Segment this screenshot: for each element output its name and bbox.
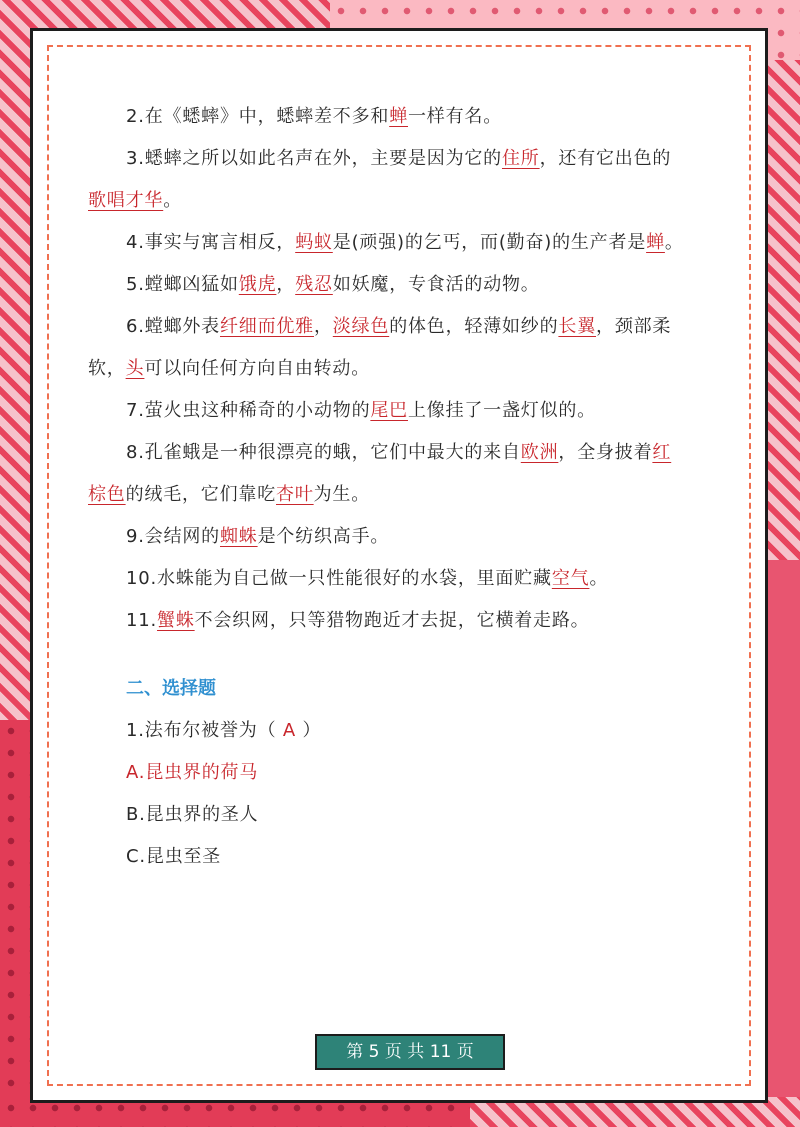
question-text: 可以向任何方向自由转动。: [144, 358, 371, 379]
question-text: 的体色，轻薄如纱的: [389, 316, 559, 337]
question-text: 8.孔雀蛾是一种很漂亮的蛾，它们中最大的来自: [126, 442, 521, 463]
fill-item-q8: [88, 432, 688, 516]
question-text: 2.在《蟋蟀》中，蟋蟀差不多和: [126, 106, 390, 127]
question-text: 5.螳螂凶猛如: [126, 274, 239, 295]
answer-text: 蝉: [389, 106, 408, 127]
answer-text: 纤细而优雅: [219, 316, 314, 337]
answer-text: 蜘蛛: [219, 526, 258, 547]
question-text: 如妖魔，专食活的动物。: [332, 274, 540, 295]
question-text: 9.会结网的: [126, 526, 220, 547]
fill-item-q9: [88, 516, 688, 558]
option-c: C.昆虫至圣: [126, 846, 222, 867]
question-suffix: ）: [296, 720, 322, 741]
fill-item-q10: [88, 558, 688, 600]
question-text: 为生。: [313, 484, 371, 505]
document-content: [88, 96, 688, 878]
answer-text: 杏叶: [276, 484, 314, 505]
option-a: A.昆虫界的荷马: [126, 762, 259, 783]
question-text: ，全身披着: [558, 442, 653, 463]
answer-text: 欧洲: [520, 442, 559, 463]
answer-text: 蝉: [646, 232, 665, 253]
fill-item-q7: [88, 390, 688, 432]
question-text: 是个纺织高手。: [257, 526, 390, 547]
answer-text: 红棕色: [88, 442, 672, 505]
answer-text: 残忍: [295, 274, 333, 295]
fill-in-blank-list: [88, 96, 688, 642]
fill-item-q5: [88, 264, 688, 306]
question-text: ，: [276, 274, 296, 295]
question-text: 。: [589, 568, 609, 589]
section-title: 二、选择题: [126, 678, 216, 699]
answer-text: 歌唱才华: [88, 190, 164, 211]
answer-text: 饿虎: [238, 274, 277, 295]
question-text: 10.水蛛能为自己做一只性能很好的水袋，里面贮藏: [126, 568, 552, 589]
question-text: 一样有名。: [408, 106, 502, 127]
question-text: 是(顽强)的乞丐，而(勤奋)的生产者是: [332, 232, 647, 253]
question-text: ，还有它出色的: [539, 148, 672, 169]
question-text: 7.萤火虫这种稀奇的小动物的: [126, 400, 371, 421]
answer-text: 尾巴: [370, 400, 408, 421]
question-text: 3.蟋蟀之所以如此名声在外，主要是因为它的: [126, 148, 502, 169]
question-text: ，: [313, 316, 333, 337]
option-b: B.昆虫界的圣人: [126, 804, 259, 825]
question-text: 1.法布尔被誉为（: [126, 720, 283, 741]
page-number-badge: 第 5 页 共 11 页: [315, 1034, 505, 1070]
fill-item-q4: [88, 222, 688, 264]
answer-text: 淡绿色: [332, 316, 390, 337]
question-text: 。: [664, 232, 684, 253]
answer-text: 长翼: [558, 316, 597, 337]
question-text: 6.螳螂外表: [126, 316, 220, 337]
question-text: 不会织网，只等猎物跑近才去捉，它横着走路。: [194, 610, 590, 631]
fill-item-q3: [88, 138, 688, 222]
choice-question: [88, 710, 688, 752]
answer-text: 空气: [551, 568, 590, 589]
question-text: 上像挂了一盏灯似的。: [407, 400, 596, 421]
answer-text: 蚂蚁: [295, 232, 333, 253]
question-answer: A: [282, 720, 297, 741]
question-text: 4.事实与寓言相反，: [126, 232, 296, 253]
fill-item-q6: [88, 306, 688, 390]
answer-text: 蟹蛛: [157, 610, 195, 631]
answer-text: 住所: [501, 148, 540, 169]
question-text: 。: [163, 190, 183, 211]
question-text: 11.: [126, 610, 158, 631]
fill-item-q11: [88, 600, 688, 642]
question-text: ，颈部柔软，: [88, 316, 672, 379]
fill-item-q2: [88, 96, 688, 138]
question-text: 的绒毛，它们靠吃: [125, 484, 277, 505]
answer-text: 头: [125, 358, 145, 379]
